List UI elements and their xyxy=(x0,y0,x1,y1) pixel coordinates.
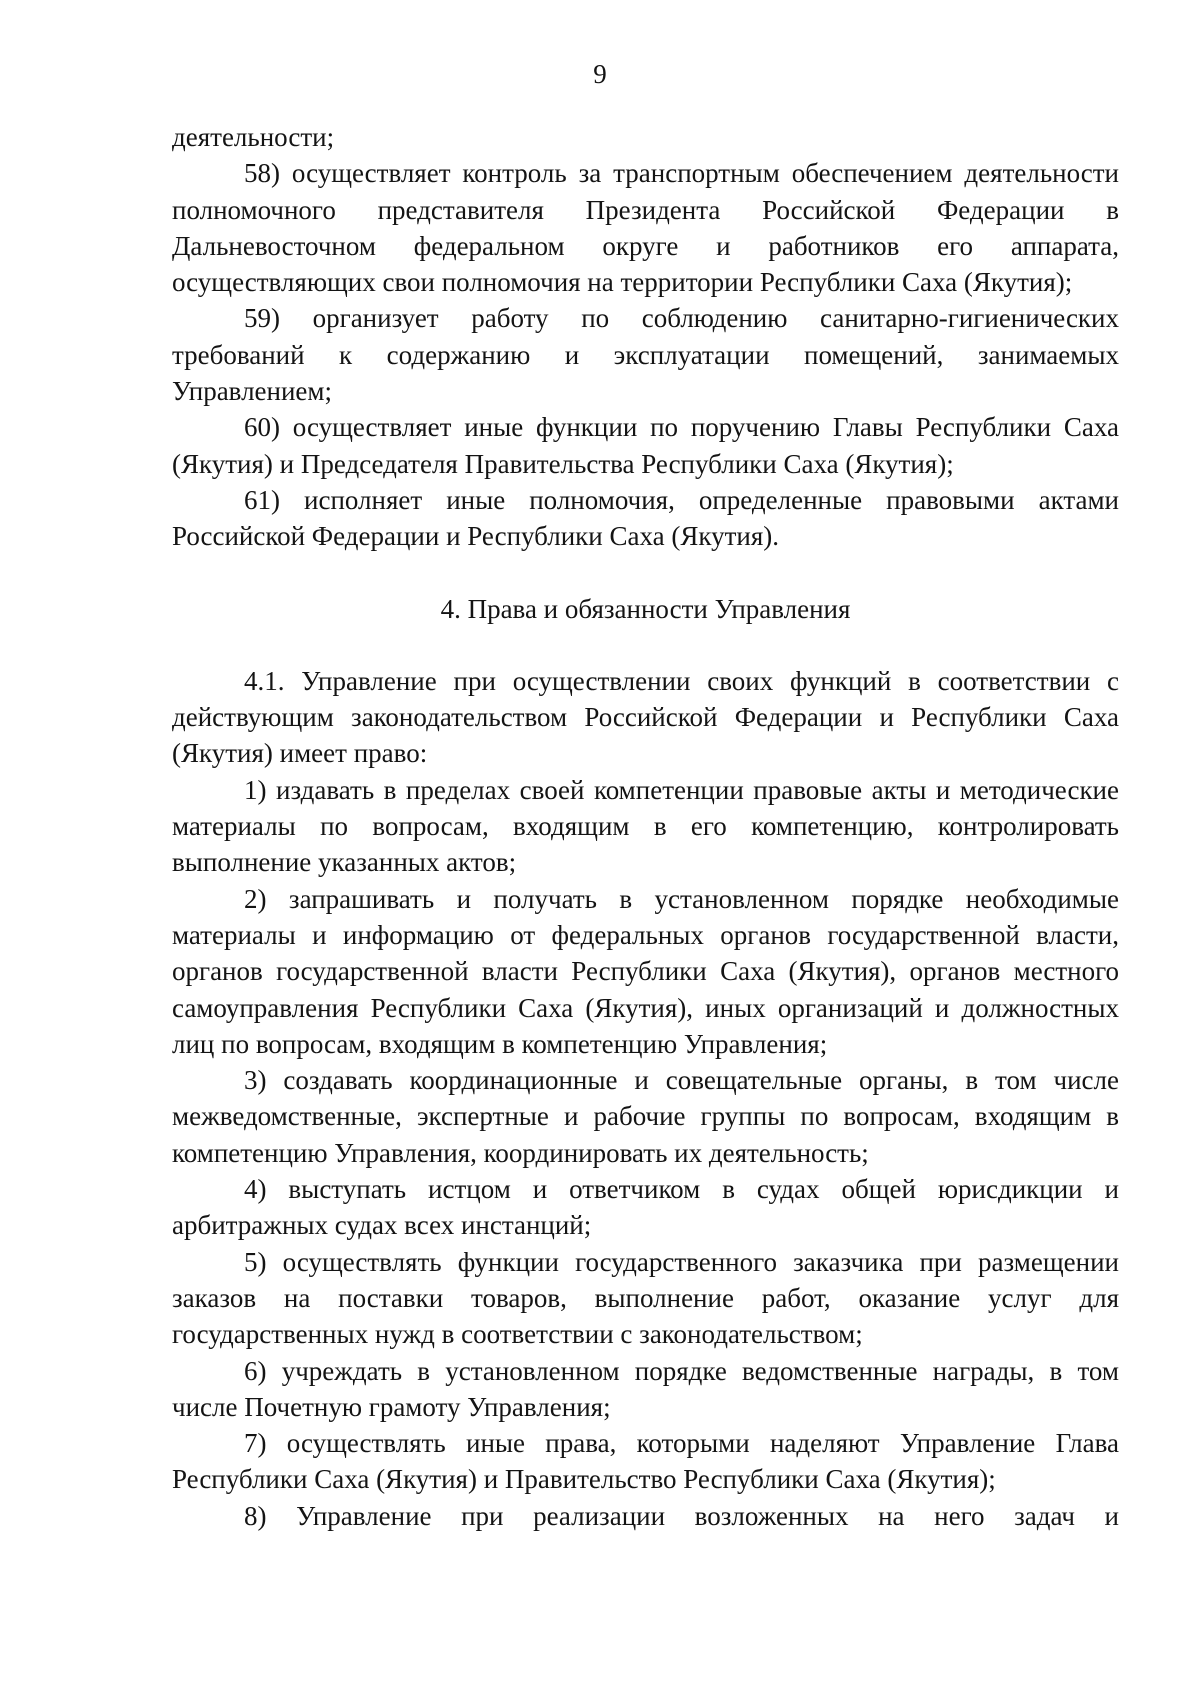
paragraph-right-7: 7) осуществлять иные права, которыми наделяют Управление Глава Республики Саха (Якутия) и Правительство Республики Саха (Якутия); xyxy=(172,1428,1119,1495)
paragraph-item-58: 58) осуществляет контроль за транспортным обеспечением деятельности полномочного представителя Президента Российской Федерации в Дальневосточном федеральном округе и работников его аппарата, осуществляющих свои полномочия на территории Республики Саха (Якутия); xyxy=(172,158,1119,298)
paragraph-continuation: деятельности; xyxy=(172,122,335,152)
section-heading: 4. Права и обязанности Управления xyxy=(440,593,851,624)
paragraph-right-1: 1) издавать в пределах своей компетенции правовые акты и методические материалы по вопросам, входящим в его компетенцию, контролировать выполнение указанных актов; xyxy=(172,774,1119,878)
paragraph-right-8: 8) Управление при реализации возложенных на него задач и xyxy=(244,1500,1119,1531)
paragraph-item-61: 61) исполняет иные полномочия, определенные правовыми актами Российской Федерации и Республики Саха (Якутия). xyxy=(172,484,1119,552)
paragraph-item-59: 59) организует работу по соблюдению санитарно-гигиенических требований к содержанию и эксплуатации помещений, занимаемых Управлением; xyxy=(172,303,1119,407)
page-number: 9 xyxy=(593,59,607,89)
paragraph-right-2: 2) запрашивать и получать в установленном порядке необходимые материалы и информацию от федеральных органов государственной власти, органов государственной власти Республики Саха (Якутия), органов местного самоуправления Республики Саха (Якутия), иных организаций и должностных лиц по вопросам, входящим в компетенцию Управления; xyxy=(172,883,1119,1059)
paragraph-item-60: 60) осуществляет иные функции по поручению Главы Республики Саха (Якутия) и Председателя Правительства Республики Саха (Якутия); xyxy=(172,412,1119,479)
paragraph-right-5: 5) осуществлять функции государственного заказчика при размещении заказов на поставки товаров, выполнение работ, оказание услуг для государственных нужд в соответствии с законодательством; xyxy=(172,1246,1119,1350)
document-body xyxy=(172,119,1119,1534)
paragraph-right-3: 3) создавать координационные и совещательные органы, в том числе межведомственные, экспертные и рабочие группы по вопросам, входящим в компетенцию Управления, координировать их деятельность; xyxy=(172,1065,1119,1168)
paragraph-right-6: 6) учреждать в установленном порядке ведомственные награды, в том числе Почетную грамоту Управления; xyxy=(172,1355,1119,1422)
paragraph-4-1: 4.1. Управление при осуществлении своих функций в соответствии с действующим законодательством Российской Федерации и Республики Саха (Якутия) имеет право: xyxy=(172,665,1119,769)
paragraph-right-4: 4) выступать истцом и ответчиком в судах общей юрисдикции и арбитражных судах всех инстанций; xyxy=(172,1174,1119,1241)
